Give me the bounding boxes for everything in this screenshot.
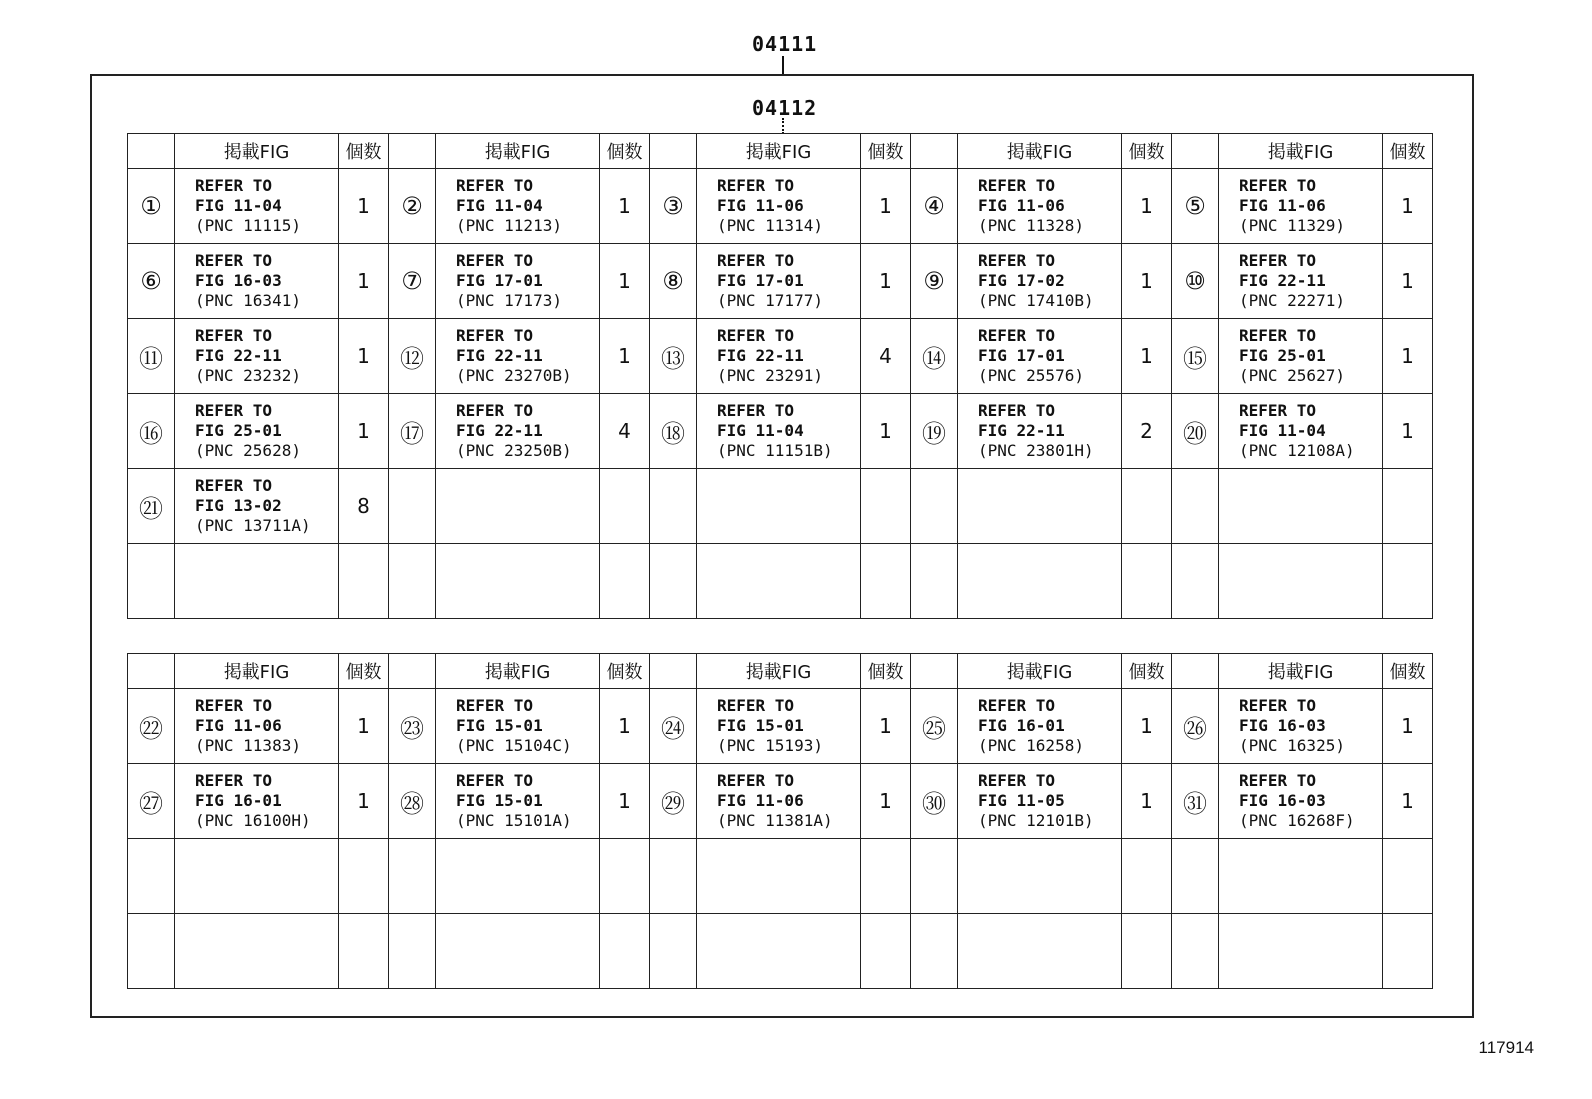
header-fig-cell: 掲載FIG bbox=[1219, 654, 1383, 689]
item-number: ㉖ bbox=[1172, 689, 1219, 764]
header-number-cell bbox=[1172, 134, 1219, 169]
subassembly-code-label: 04112 bbox=[752, 96, 818, 120]
item-number: ⑦ bbox=[389, 244, 436, 319]
item-number: ⑥ bbox=[128, 244, 175, 319]
pnc-code: (PNC 25628) bbox=[195, 441, 301, 460]
empty-cell bbox=[600, 839, 650, 914]
fig-reference bbox=[697, 394, 861, 469]
item-number: ⑩ bbox=[1172, 244, 1219, 319]
parts-table-lower bbox=[127, 653, 1433, 989]
quantity: 1 bbox=[339, 319, 389, 394]
fig-reference bbox=[175, 244, 339, 319]
header-number-cell bbox=[128, 134, 175, 169]
empty-cell bbox=[128, 914, 175, 989]
fig-number: FIG 11-06 bbox=[1239, 196, 1326, 215]
fig-number: FIG 22-11 bbox=[456, 421, 543, 440]
fig-reference bbox=[1219, 169, 1383, 244]
table-row bbox=[128, 469, 1433, 544]
header-fig-cell: 掲載FIG bbox=[697, 134, 861, 169]
empty-cell bbox=[1383, 839, 1433, 914]
fig-reference bbox=[175, 169, 339, 244]
header-number-cell bbox=[911, 654, 958, 689]
fig-reference bbox=[175, 469, 339, 544]
header-qty-cell: 個数 bbox=[339, 654, 389, 689]
empty-cell bbox=[1383, 914, 1433, 989]
refer-to-text: REFER TO bbox=[195, 251, 273, 270]
refer-to-text: REFER TO bbox=[978, 771, 1056, 790]
empty-cell bbox=[1172, 839, 1219, 914]
fig-reference bbox=[697, 764, 861, 839]
pnc-code: (PNC 13711A) bbox=[195, 516, 311, 535]
empty-cell bbox=[650, 839, 697, 914]
quantity: 8 bbox=[339, 469, 389, 544]
empty-cell bbox=[600, 544, 650, 619]
refer-to-text: REFER TO bbox=[456, 401, 534, 420]
empty-cell bbox=[600, 469, 650, 544]
fig-number: FIG 11-06 bbox=[195, 716, 282, 735]
empty-cell bbox=[650, 544, 697, 619]
pnc-code: (PNC 15101A) bbox=[456, 811, 572, 830]
fig-number: FIG 22-11 bbox=[195, 346, 282, 365]
empty-cell bbox=[436, 469, 600, 544]
refer-to-text: REFER TO bbox=[195, 476, 273, 495]
quantity: 1 bbox=[600, 319, 650, 394]
quantity: 4 bbox=[861, 319, 911, 394]
fig-number: FIG 25-01 bbox=[195, 421, 282, 440]
pnc-code: (PNC 25576) bbox=[978, 366, 1084, 385]
table-row bbox=[128, 319, 1433, 394]
empty-cell bbox=[697, 839, 861, 914]
empty-cell bbox=[1219, 469, 1383, 544]
item-number: ④ bbox=[911, 169, 958, 244]
pnc-code: (PNC 25627) bbox=[1239, 366, 1345, 385]
assembly-code-label: 04111 bbox=[752, 32, 818, 56]
fig-number: FIG 15-01 bbox=[456, 716, 543, 735]
refer-to-text: REFER TO bbox=[1239, 176, 1317, 195]
empty-cell bbox=[1219, 839, 1383, 914]
empty-cell bbox=[1219, 544, 1383, 619]
fig-number: FIG 17-01 bbox=[978, 346, 1065, 365]
header-number-cell bbox=[650, 654, 697, 689]
quantity: 1 bbox=[339, 764, 389, 839]
refer-to-text: REFER TO bbox=[1239, 401, 1317, 420]
fig-reference bbox=[436, 689, 600, 764]
refer-to-text: REFER TO bbox=[456, 326, 534, 345]
quantity: 1 bbox=[861, 394, 911, 469]
item-number: ③ bbox=[650, 169, 697, 244]
empty-cell bbox=[650, 469, 697, 544]
item-number: ⑱ bbox=[650, 394, 697, 469]
header-qty-cell: 個数 bbox=[600, 134, 650, 169]
quantity: 1 bbox=[1122, 689, 1172, 764]
table-row bbox=[128, 689, 1433, 764]
fig-number: FIG 11-04 bbox=[1239, 421, 1326, 440]
pnc-code: (PNC 16341) bbox=[195, 291, 301, 310]
item-number: ⑯ bbox=[128, 394, 175, 469]
quantity: 1 bbox=[1383, 689, 1433, 764]
pnc-code: (PNC 12108A) bbox=[1239, 441, 1355, 460]
quantity: 1 bbox=[861, 169, 911, 244]
pnc-code: (PNC 11329) bbox=[1239, 216, 1345, 235]
pnc-code: (PNC 23250B) bbox=[456, 441, 572, 460]
refer-to-text: REFER TO bbox=[1239, 326, 1317, 345]
refer-to-text: REFER TO bbox=[717, 251, 795, 270]
item-number: ⑮ bbox=[1172, 319, 1219, 394]
item-number: ⑫ bbox=[389, 319, 436, 394]
refer-to-text: REFER TO bbox=[456, 771, 534, 790]
header-qty-cell: 個数 bbox=[1383, 134, 1433, 169]
fig-reference bbox=[697, 319, 861, 394]
refer-to-text: REFER TO bbox=[195, 326, 273, 345]
item-number: ⑭ bbox=[911, 319, 958, 394]
empty-cell bbox=[1172, 914, 1219, 989]
item-number: ㉑ bbox=[128, 469, 175, 544]
header-row bbox=[128, 134, 1433, 169]
fig-reference bbox=[436, 394, 600, 469]
refer-to-text: REFER TO bbox=[195, 696, 273, 715]
fig-reference bbox=[958, 244, 1122, 319]
empty-cell bbox=[436, 839, 600, 914]
fig-number: FIG 11-06 bbox=[978, 196, 1065, 215]
parts-table-upper bbox=[127, 133, 1433, 619]
quantity: 1 bbox=[339, 244, 389, 319]
fig-number: FIG 11-05 bbox=[978, 791, 1065, 810]
quantity: 1 bbox=[1383, 244, 1433, 319]
pnc-code: (PNC 11151B) bbox=[717, 441, 833, 460]
fig-reference bbox=[436, 169, 600, 244]
header-number-cell bbox=[911, 134, 958, 169]
fig-number: FIG 11-06 bbox=[717, 791, 804, 810]
empty-cell bbox=[389, 469, 436, 544]
fig-number: FIG 11-04 bbox=[717, 421, 804, 440]
refer-to-text: REFER TO bbox=[717, 176, 795, 195]
fig-reference bbox=[436, 319, 600, 394]
refer-to-text: REFER TO bbox=[978, 176, 1056, 195]
quantity: 1 bbox=[1383, 764, 1433, 839]
header-qty-cell: 個数 bbox=[861, 134, 911, 169]
empty-cell bbox=[1172, 544, 1219, 619]
empty-cell bbox=[339, 839, 389, 914]
quantity: 4 bbox=[600, 394, 650, 469]
fig-reference bbox=[175, 394, 339, 469]
fig-reference bbox=[1219, 689, 1383, 764]
table-row bbox=[128, 544, 1433, 619]
item-number: ② bbox=[389, 169, 436, 244]
empty-cell bbox=[861, 839, 911, 914]
header-fig-cell: 掲載FIG bbox=[436, 134, 600, 169]
quantity: 1 bbox=[1122, 244, 1172, 319]
quantity: 1 bbox=[600, 244, 650, 319]
fig-number: FIG 16-03 bbox=[1239, 791, 1326, 810]
empty-cell bbox=[861, 469, 911, 544]
fig-number: FIG 15-01 bbox=[717, 716, 804, 735]
item-number: ㉗ bbox=[128, 764, 175, 839]
fig-number: FIG 22-11 bbox=[1239, 271, 1326, 290]
pnc-code: (PNC 23232) bbox=[195, 366, 301, 385]
fig-reference bbox=[1219, 244, 1383, 319]
refer-to-text: REFER TO bbox=[1239, 696, 1317, 715]
header-fig-cell: 掲載FIG bbox=[697, 654, 861, 689]
header-number-cell bbox=[650, 134, 697, 169]
table-row bbox=[128, 244, 1433, 319]
empty-cell bbox=[650, 914, 697, 989]
fig-number: FIG 16-01 bbox=[978, 716, 1065, 735]
empty-cell bbox=[175, 839, 339, 914]
pnc-code: (PNC 16258) bbox=[978, 736, 1084, 755]
quantity: 1 bbox=[1383, 169, 1433, 244]
empty-cell bbox=[1122, 469, 1172, 544]
empty-cell bbox=[1172, 469, 1219, 544]
pnc-code: (PNC 11328) bbox=[978, 216, 1084, 235]
item-number: ㉕ bbox=[911, 689, 958, 764]
subassembly-leader-line bbox=[782, 118, 784, 134]
pnc-code: (PNC 17410B) bbox=[978, 291, 1094, 310]
empty-cell bbox=[600, 914, 650, 989]
item-number: ㉒ bbox=[128, 689, 175, 764]
refer-to-text: REFER TO bbox=[195, 176, 273, 195]
header-number-cell bbox=[389, 654, 436, 689]
table-row bbox=[128, 839, 1433, 914]
header-fig-cell: 掲載FIG bbox=[436, 654, 600, 689]
empty-cell bbox=[697, 544, 861, 619]
pnc-code: (PNC 11383) bbox=[195, 736, 301, 755]
refer-to-text: REFER TO bbox=[978, 401, 1056, 420]
empty-cell bbox=[911, 914, 958, 989]
fig-number: FIG 17-01 bbox=[717, 271, 804, 290]
fig-number: FIG 22-11 bbox=[456, 346, 543, 365]
fig-number: FIG 22-11 bbox=[717, 346, 804, 365]
header-number-cell bbox=[128, 654, 175, 689]
header-fig-cell: 掲載FIG bbox=[175, 654, 339, 689]
pnc-code: (PNC 12101B) bbox=[978, 811, 1094, 830]
header-fig-cell: 掲載FIG bbox=[958, 134, 1122, 169]
empty-cell bbox=[389, 839, 436, 914]
quantity: 1 bbox=[861, 764, 911, 839]
fig-number: FIG 25-01 bbox=[1239, 346, 1326, 365]
empty-cell bbox=[339, 914, 389, 989]
item-number: ⑰ bbox=[389, 394, 436, 469]
pnc-code: (PNC 23270B) bbox=[456, 366, 572, 385]
table-row bbox=[128, 169, 1433, 244]
header-qty-cell: 個数 bbox=[1383, 654, 1433, 689]
header-number-cell bbox=[1172, 654, 1219, 689]
illustration-number: 117914 bbox=[1478, 1038, 1534, 1057]
item-number: ⑪ bbox=[128, 319, 175, 394]
quantity: 1 bbox=[600, 689, 650, 764]
refer-to-text: REFER TO bbox=[717, 326, 795, 345]
item-number: ⑲ bbox=[911, 394, 958, 469]
fig-number: FIG 22-11 bbox=[978, 421, 1065, 440]
fig-number: FIG 16-01 bbox=[195, 791, 282, 810]
empty-cell bbox=[1383, 469, 1433, 544]
fig-number: FIG 17-02 bbox=[978, 271, 1065, 290]
quantity: 1 bbox=[600, 764, 650, 839]
item-number: ⑬ bbox=[650, 319, 697, 394]
quantity: 1 bbox=[1122, 169, 1172, 244]
pnc-code: (PNC 16100H) bbox=[195, 811, 311, 830]
header-qty-cell: 個数 bbox=[600, 654, 650, 689]
item-number: ㉚ bbox=[911, 764, 958, 839]
empty-cell bbox=[958, 839, 1122, 914]
item-number: ㉛ bbox=[1172, 764, 1219, 839]
pnc-code: (PNC 11115) bbox=[195, 216, 301, 235]
empty-cell bbox=[436, 914, 600, 989]
fig-reference bbox=[1219, 394, 1383, 469]
item-number: ⑧ bbox=[650, 244, 697, 319]
refer-to-text: REFER TO bbox=[978, 251, 1056, 270]
quantity: 1 bbox=[861, 244, 911, 319]
fig-number: FIG 13-02 bbox=[195, 496, 282, 515]
quantity: 1 bbox=[339, 169, 389, 244]
fig-reference bbox=[697, 689, 861, 764]
pnc-code: (PNC 23801H) bbox=[978, 441, 1094, 460]
table-row bbox=[128, 764, 1433, 839]
fig-number: FIG 16-03 bbox=[1239, 716, 1326, 735]
fig-reference bbox=[697, 244, 861, 319]
fig-reference bbox=[175, 689, 339, 764]
item-number: ㉓ bbox=[389, 689, 436, 764]
table-row bbox=[128, 394, 1433, 469]
fig-number: FIG 11-04 bbox=[195, 196, 282, 215]
fig-reference bbox=[1219, 319, 1383, 394]
header-qty-cell: 個数 bbox=[1122, 654, 1172, 689]
empty-cell bbox=[958, 914, 1122, 989]
refer-to-text: REFER TO bbox=[717, 401, 795, 420]
refer-to-text: REFER TO bbox=[717, 771, 795, 790]
empty-cell bbox=[128, 839, 175, 914]
pnc-code: (PNC 11314) bbox=[717, 216, 823, 235]
quantity: 1 bbox=[861, 689, 911, 764]
empty-cell bbox=[697, 469, 861, 544]
item-number: ㉘ bbox=[389, 764, 436, 839]
refer-to-text: REFER TO bbox=[1239, 251, 1317, 270]
empty-cell bbox=[175, 544, 339, 619]
empty-cell bbox=[1219, 914, 1383, 989]
quantity: 1 bbox=[339, 394, 389, 469]
refer-to-text: REFER TO bbox=[195, 771, 273, 790]
item-number: ⑨ bbox=[911, 244, 958, 319]
refer-to-text: REFER TO bbox=[978, 326, 1056, 345]
fig-number: FIG 11-04 bbox=[456, 196, 543, 215]
fig-reference bbox=[175, 764, 339, 839]
empty-cell bbox=[958, 544, 1122, 619]
quantity: 1 bbox=[1122, 764, 1172, 839]
quantity: 1 bbox=[1122, 319, 1172, 394]
pnc-code: (PNC 22271) bbox=[1239, 291, 1345, 310]
empty-cell bbox=[861, 914, 911, 989]
pnc-code: (PNC 16325) bbox=[1239, 736, 1345, 755]
fig-number: FIG 11-06 bbox=[717, 196, 804, 215]
empty-cell bbox=[389, 544, 436, 619]
item-number: ⑳ bbox=[1172, 394, 1219, 469]
refer-to-text: REFER TO bbox=[717, 696, 795, 715]
header-qty-cell: 個数 bbox=[339, 134, 389, 169]
quantity: 1 bbox=[1383, 394, 1433, 469]
refer-to-text: REFER TO bbox=[195, 401, 273, 420]
header-qty-cell: 個数 bbox=[1122, 134, 1172, 169]
header-number-cell bbox=[389, 134, 436, 169]
fig-reference bbox=[958, 689, 1122, 764]
item-number: ㉙ bbox=[650, 764, 697, 839]
quantity: 1 bbox=[339, 689, 389, 764]
empty-cell bbox=[861, 544, 911, 619]
pnc-code: (PNC 16268F) bbox=[1239, 811, 1355, 830]
item-number: ㉔ bbox=[650, 689, 697, 764]
empty-cell bbox=[911, 839, 958, 914]
fig-reference bbox=[958, 169, 1122, 244]
fig-reference bbox=[958, 394, 1122, 469]
empty-cell bbox=[1122, 544, 1172, 619]
empty-cell bbox=[958, 469, 1122, 544]
fig-reference bbox=[958, 764, 1122, 839]
fig-reference bbox=[1219, 764, 1383, 839]
quantity: 1 bbox=[1383, 319, 1433, 394]
fig-reference bbox=[958, 319, 1122, 394]
empty-cell bbox=[389, 914, 436, 989]
pnc-code: (PNC 11213) bbox=[456, 216, 562, 235]
empty-cell bbox=[128, 544, 175, 619]
fig-reference bbox=[175, 319, 339, 394]
refer-to-text: REFER TO bbox=[978, 696, 1056, 715]
header-fig-cell: 掲載FIG bbox=[958, 654, 1122, 689]
pnc-code: (PNC 17177) bbox=[717, 291, 823, 310]
refer-to-text: REFER TO bbox=[456, 251, 534, 270]
pnc-code: (PNC 17173) bbox=[456, 291, 562, 310]
empty-cell bbox=[1383, 544, 1433, 619]
empty-cell bbox=[1122, 914, 1172, 989]
pnc-code: (PNC 15193) bbox=[717, 736, 823, 755]
header-fig-cell: 掲載FIG bbox=[1219, 134, 1383, 169]
pnc-code: (PNC 11381A) bbox=[717, 811, 833, 830]
pnc-code: (PNC 23291) bbox=[717, 366, 823, 385]
empty-cell bbox=[175, 914, 339, 989]
refer-to-text: REFER TO bbox=[456, 176, 534, 195]
item-number: ① bbox=[128, 169, 175, 244]
header-qty-cell: 個数 bbox=[861, 654, 911, 689]
fig-reference bbox=[436, 764, 600, 839]
assembly-leader-line bbox=[782, 56, 784, 74]
quantity: 1 bbox=[600, 169, 650, 244]
fig-number: FIG 15-01 bbox=[456, 791, 543, 810]
fig-reference bbox=[436, 244, 600, 319]
header-row bbox=[128, 654, 1433, 689]
empty-cell bbox=[911, 469, 958, 544]
pnc-code: (PNC 15104C) bbox=[456, 736, 572, 755]
fig-number: FIG 16-03 bbox=[195, 271, 282, 290]
fig-reference bbox=[697, 169, 861, 244]
fig-number: FIG 17-01 bbox=[456, 271, 543, 290]
empty-cell bbox=[911, 544, 958, 619]
empty-cell bbox=[436, 544, 600, 619]
empty-cell bbox=[697, 914, 861, 989]
empty-cell bbox=[1122, 839, 1172, 914]
item-number: ⑤ bbox=[1172, 169, 1219, 244]
empty-cell bbox=[339, 544, 389, 619]
quantity: 2 bbox=[1122, 394, 1172, 469]
table-row bbox=[128, 914, 1433, 989]
header-fig-cell: 掲載FIG bbox=[175, 134, 339, 169]
refer-to-text: REFER TO bbox=[456, 696, 534, 715]
refer-to-text: REFER TO bbox=[1239, 771, 1317, 790]
